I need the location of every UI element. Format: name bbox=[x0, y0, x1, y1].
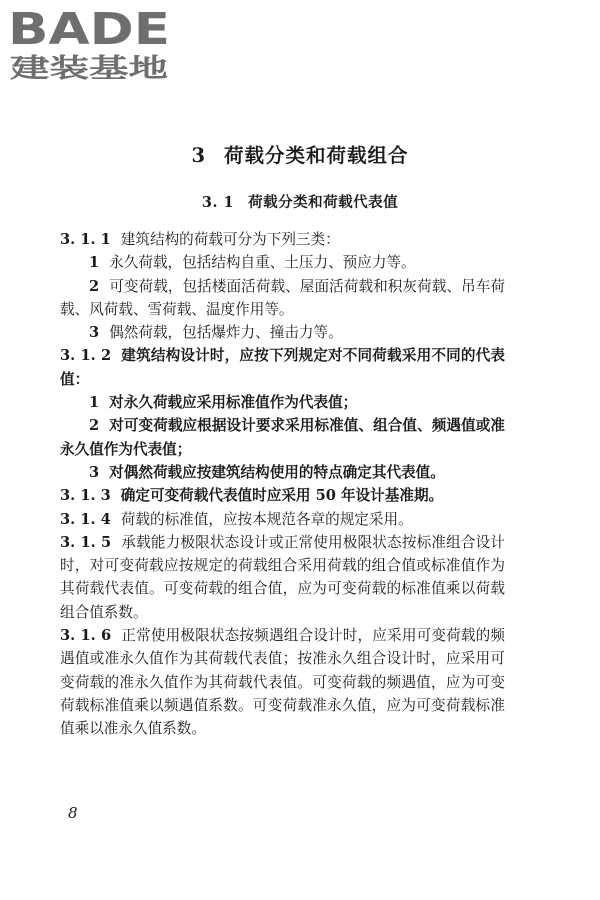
clause-text: 荷载的标准值，应按本规范各章的规定采用。 bbox=[120, 510, 413, 528]
clause-3-1-4 bbox=[60, 508, 505, 531]
clause-number: 3. 1. 4 bbox=[60, 510, 111, 528]
clause-3-1-3 bbox=[60, 484, 505, 507]
clause-3-1-1 bbox=[60, 228, 505, 251]
bade-logo-mark bbox=[8, 6, 172, 52]
clause-number: 3. 1. 5 bbox=[60, 533, 112, 551]
clause-item: 2 对可变荷载应根据设计要求采用标准值、组合值、频遇值或准永久值作为代表值； bbox=[60, 417, 505, 458]
clause-text: 承载能力极限状态设计或正常使用极限状态按标准组合设计时，对可变荷载应按规定的荷载组合采用荷载的组合值或标准值作为其荷载代表值。可变荷载的组合值，应为可变荷载的标准值乘以荷载组合值系数。 bbox=[60, 533, 505, 621]
section-number: 3. 1 bbox=[201, 194, 235, 211]
clause-3-1-6 bbox=[60, 624, 505, 740]
clause-text: 确定可变荷载代表值时应采用 50 年设计基准期。 bbox=[120, 487, 444, 505]
logo-wordmark: BADE bbox=[8, 6, 170, 52]
page-number: 8 bbox=[68, 804, 78, 822]
clause-text: 建筑结构的荷载可分为下列三类： bbox=[120, 231, 340, 248]
logo-subtitle-mark bbox=[8, 52, 172, 82]
clause-number: 3. 1. 6 bbox=[60, 627, 112, 645]
clause-3-1-5 bbox=[60, 531, 505, 624]
clause-number: 3. 1. 3 bbox=[60, 487, 111, 505]
clause-item: 3 对偶然荷载应按建筑结构使用的特点确定其代表值。 bbox=[89, 463, 445, 481]
clause-item: 2 可变荷载，包括楼面活荷载、屋面活荷载和积灰荷载、吊车荷载、风荷载、雪荷载、温度作用等。 bbox=[60, 277, 505, 318]
section-title bbox=[0, 191, 600, 212]
chapter-number: 3 bbox=[191, 144, 207, 167]
clause-item: 1 永久荷载，包括结构自重、土压力、预应力等。 bbox=[89, 254, 416, 272]
clause-item: 3 偶然荷载，包括爆炸力、撞击力等。 bbox=[89, 324, 343, 342]
logo-subtitle: 建装基地 bbox=[10, 54, 168, 82]
clause-number: 3. 1. 1 bbox=[60, 231, 111, 248]
section-title-text: 荷载分类和荷载代表值 bbox=[248, 194, 399, 211]
clause-3-1-2 bbox=[60, 344, 505, 391]
clause-item: 1 对永久荷载应采用标准值作为代表值； bbox=[89, 394, 358, 412]
chapter-title-text: 荷载分类和荷载组合 bbox=[224, 144, 409, 167]
clause-body bbox=[60, 228, 505, 741]
clause-number: 3. 1. 2 bbox=[60, 347, 112, 365]
clause-text: 建筑结构设计时，应按下列规定对不同荷载采用不同的代表值： bbox=[60, 347, 505, 388]
logo bbox=[8, 6, 178, 82]
chapter-title bbox=[0, 140, 600, 168]
clause-text: 正常使用极限状态按频遇组合设计时，应采用可变荷载的频遇值或准永久值作为其荷载代表值；按准永久组合设计时，应采用可变荷载的准永久值作为其荷载代表值。可变荷载的频遇值，应为可变荷载标准值乘以频遇值系数。可变荷载准永久值，应为可变荷载标准值乘以准永久值系数。 bbox=[60, 627, 505, 738]
